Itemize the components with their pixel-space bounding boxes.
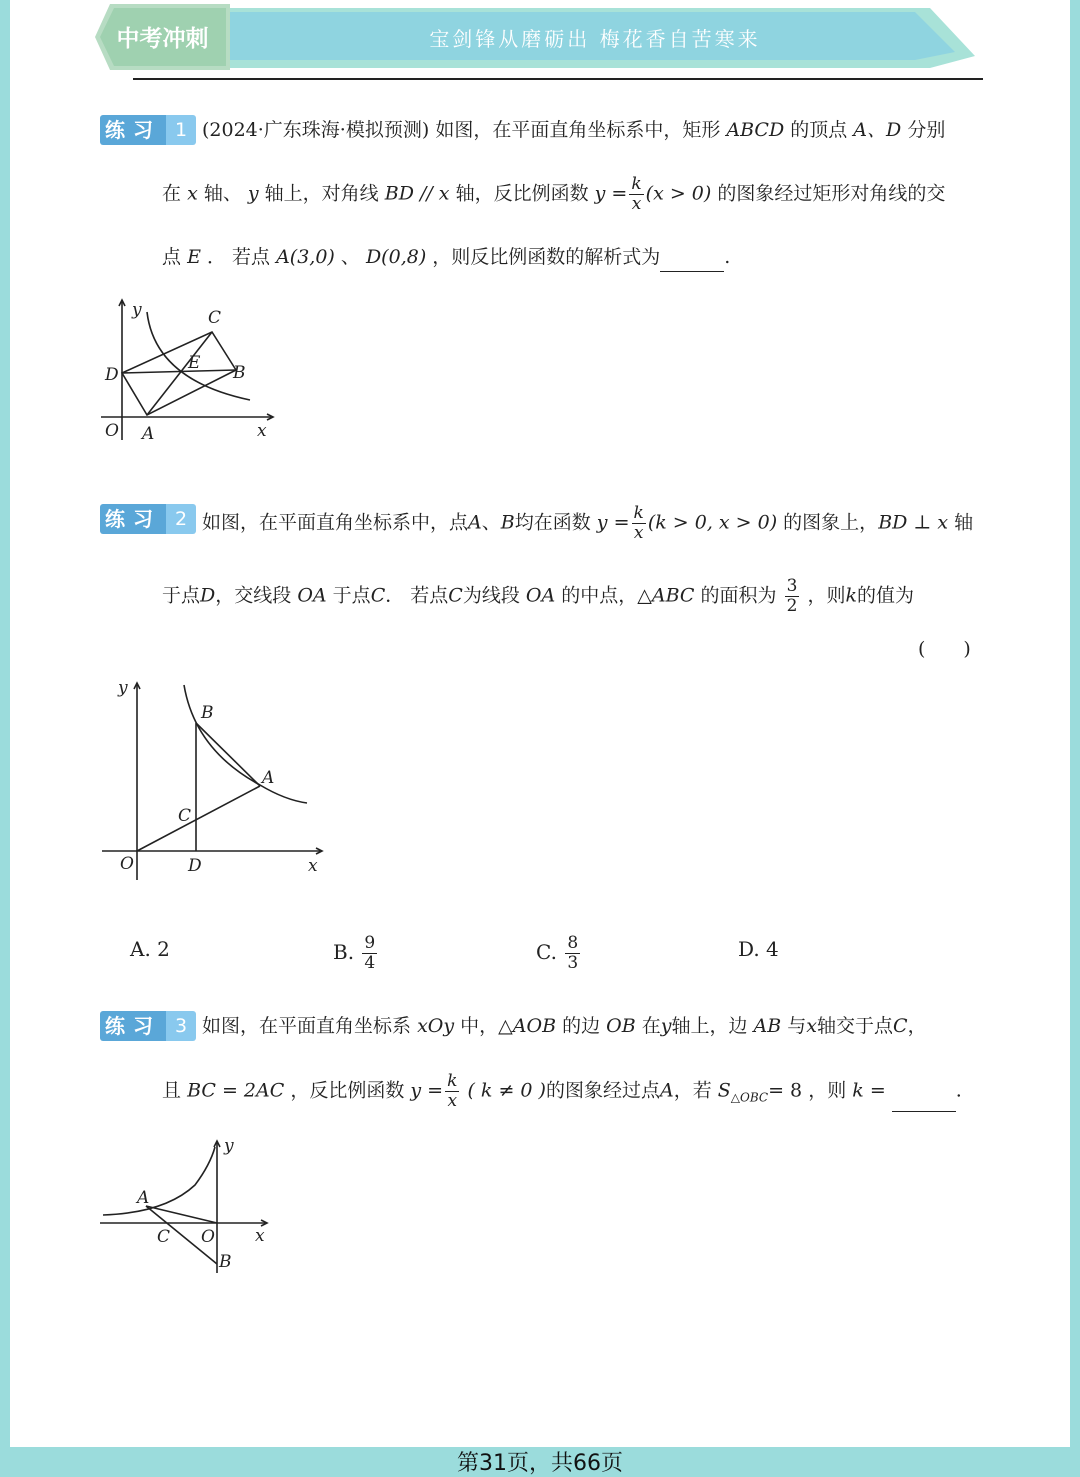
- answer-blank[interactable]: [892, 1091, 956, 1112]
- exercise-1-figure: [95, 290, 285, 450]
- math-point-d: D(0,8): [365, 246, 427, 268]
- exercise-3-text: 中，: [460, 1015, 499, 1037]
- label-a: A: [262, 768, 275, 788]
- choice-value: 2: [157, 937, 170, 961]
- choice-b[interactable]: [333, 934, 379, 973]
- math-point-a: A(3,0): [276, 246, 335, 268]
- choice-letter: C.: [536, 940, 557, 964]
- label-o: O: [120, 854, 134, 874]
- math-b: B: [500, 511, 515, 534]
- exercise-1-line-1: [202, 115, 945, 145]
- math-bd-perp: BD ⊥ x: [878, 511, 949, 534]
- exercise-1-text: 、: [340, 246, 360, 268]
- fraction-numerator: 9: [364, 933, 376, 953]
- exercise-1-text: 的顶点: [790, 119, 848, 141]
- math-a: A: [468, 511, 482, 534]
- math-d: D: [200, 584, 216, 607]
- math-ab: AB: [753, 1015, 782, 1037]
- math-c: C: [448, 584, 463, 607]
- exercise-3-line-2: [162, 1072, 962, 1112]
- label-b: B: [219, 1252, 232, 1272]
- exercise-2-text: 的图象上，: [783, 511, 879, 534]
- exercise-2-text: 、: [481, 511, 501, 534]
- exercise-3-text: 的图象经过点: [545, 1079, 660, 1102]
- exercise-1-line-3: [162, 242, 730, 272]
- math-condition: (x > 0): [645, 182, 712, 205]
- math-c: C: [893, 1015, 908, 1037]
- math-area-s: S: [717, 1079, 731, 1102]
- label-y: y: [118, 678, 128, 698]
- fraction-denominator: x: [631, 194, 642, 214]
- header-rule: [133, 78, 983, 80]
- exercise-1-source: (2024·广东珠海·模拟预测): [202, 119, 430, 141]
- math-area-eq: = 8: [768, 1079, 803, 1102]
- exercise-2-text: 均在函数: [514, 511, 591, 534]
- fraction-denominator: 2: [786, 596, 798, 616]
- exercise-1-text: ． 若点: [206, 246, 271, 268]
- choice-c[interactable]: [536, 934, 582, 973]
- label-a: A: [142, 424, 155, 444]
- math-xoy: xOy: [417, 1015, 455, 1037]
- exercise-1-text: 分别: [907, 119, 946, 141]
- label-d: D: [188, 856, 202, 876]
- fraction-numerator: 8: [567, 933, 579, 953]
- exercise-3-text: ，若: [673, 1079, 712, 1102]
- fraction-numerator: k: [447, 1071, 458, 1091]
- exercise-number: 3: [166, 1011, 196, 1041]
- header-motto: 宝剑锋从磨砺出 梅花香自苦寒来: [429, 27, 761, 51]
- page-number: 第31页，共66页: [457, 1451, 623, 1476]
- fraction-numerator: k: [633, 503, 644, 523]
- fraction-denominator: x: [633, 523, 644, 543]
- exercise-2-text: 轴: [954, 511, 974, 534]
- math-bc-eq: BC = 2AC: [187, 1079, 285, 1102]
- math-oa: OA: [525, 584, 556, 607]
- segment-oa: [137, 786, 260, 851]
- exercise-1-text: 轴上，对角线: [264, 182, 379, 205]
- exercise-1-text: 的图象经过矩形对角线的交: [717, 182, 946, 205]
- math-fraction: [632, 504, 646, 543]
- choice-letter: B.: [333, 940, 355, 964]
- label-c: C: [178, 806, 192, 826]
- math-k: k: [845, 584, 857, 607]
- label-x: x: [257, 421, 267, 441]
- fraction-denominator: 4: [364, 953, 376, 973]
- exercise-2-line-2: [162, 577, 914, 616]
- exercise-1-text: 在: [162, 182, 182, 205]
- label-o: O: [201, 1227, 215, 1247]
- exercise-3-text: 且: [162, 1079, 182, 1102]
- math-func-lhs: y =: [596, 511, 630, 534]
- label-y: y: [224, 1136, 234, 1156]
- math-a: A: [659, 1079, 674, 1102]
- math-y: y: [247, 182, 259, 205]
- fraction-numerator: 3: [786, 576, 798, 596]
- choice-d[interactable]: [738, 934, 779, 964]
- exercise-1-text: 轴、: [203, 182, 242, 205]
- exercise-2-text: ． 若点: [385, 584, 449, 607]
- exercise-3-text: ，: [907, 1015, 927, 1037]
- exercise-2-text: ，交线段: [215, 584, 292, 607]
- math-triangle-aob: △AOB: [498, 1015, 557, 1037]
- math-oa: OA: [297, 584, 327, 607]
- math-fraction: [629, 175, 643, 214]
- exercise-2-text: ，则: [807, 584, 846, 607]
- label-b: B: [233, 363, 246, 383]
- math-fraction: [565, 934, 580, 973]
- exercise-2-text: 的面积为: [700, 584, 777, 607]
- exercise-2-text: 的中点，: [561, 584, 638, 607]
- header-left-label: 中考冲刺: [116, 26, 209, 52]
- fraction-denominator: 3: [567, 953, 579, 973]
- exercise-3-line-1: [202, 1011, 927, 1041]
- math-e: E: [187, 246, 201, 268]
- choice-letter: A.: [130, 937, 151, 961]
- label-e: E: [188, 353, 201, 373]
- choice-value: 4: [766, 937, 779, 961]
- label-b: B: [201, 703, 214, 723]
- math-func-lhs: y =: [594, 182, 628, 205]
- exercise-tag-label: 练习: [100, 504, 166, 534]
- exercise-tag-label: 练习: [100, 115, 166, 145]
- exercise-3-text: .: [955, 1079, 962, 1102]
- exercise-3-text: 的边: [562, 1015, 601, 1037]
- exercise-2-figure: [100, 675, 330, 885]
- exercise-2-text: 于点: [162, 584, 201, 607]
- math-condition: ( k ≠ 0 ): [467, 1079, 546, 1102]
- exercise-3-text: ，则: [808, 1079, 847, 1102]
- math-fraction: [362, 934, 377, 973]
- answer-blank[interactable]: [660, 251, 724, 272]
- exercise-number: 2: [166, 504, 196, 534]
- fraction-denominator: x: [447, 1091, 458, 1111]
- exercise-1-text: .: [724, 246, 731, 268]
- choice-a[interactable]: [130, 934, 170, 964]
- exercise-3-text: 如图，在平面直角坐标系: [202, 1015, 412, 1037]
- math-c: C: [370, 584, 386, 607]
- exercise-1-text: 轴，反比例函数: [455, 182, 589, 205]
- fraction-numerator: k: [631, 174, 642, 194]
- exercise-1-text: 点: [162, 246, 182, 268]
- exercise-3-figure: [95, 1135, 280, 1275]
- exercise-3-text: 在: [641, 1015, 661, 1037]
- segment-ba: [196, 723, 260, 786]
- label-a: A: [137, 1188, 150, 1208]
- math-area-subscript: △OBC: [730, 1090, 769, 1105]
- math-x: x: [806, 1015, 818, 1037]
- math-fraction: [785, 577, 800, 616]
- choice-letter: D.: [738, 937, 760, 961]
- label-c: C: [157, 1227, 171, 1247]
- label-y: y: [132, 300, 142, 320]
- label-c: C: [208, 308, 222, 328]
- math-ob: OB: [606, 1015, 636, 1037]
- exercise-3-text: 与: [787, 1015, 807, 1037]
- math-condition: (k > 0, x > 0): [647, 511, 778, 534]
- label-x: x: [308, 856, 318, 876]
- exercise-3-text: 轴交于点: [817, 1015, 894, 1037]
- math-abcd: ABCD: [726, 119, 785, 141]
- label-o: O: [105, 421, 119, 441]
- math-x: x: [187, 182, 198, 205]
- label-d: D: [105, 365, 119, 385]
- math-ad: A、D: [853, 119, 902, 141]
- exercise-3-text: ，反比例函数: [290, 1079, 405, 1102]
- exercise-2-text: 于点: [332, 584, 371, 607]
- exercise-2-text: 为线段: [462, 584, 520, 607]
- math-triangle-abc: △ABC: [637, 584, 695, 607]
- exercise-1-text: ，则反比例函数的解析式为: [432, 246, 661, 268]
- exercise-1-text: 如图，在平面直角坐标系中，矩形: [435, 119, 721, 141]
- exercise-2-text: 的值为: [856, 584, 914, 607]
- exercise-2-text: 如图，在平面直角坐标系中，点: [202, 511, 469, 534]
- exercise-3-text: 轴上，边: [671, 1015, 748, 1037]
- answer-paren[interactable]: ( ): [918, 638, 971, 660]
- math-k: k =: [852, 1079, 886, 1102]
- math-fraction: [445, 1072, 459, 1111]
- exercise-1-line-2: [162, 175, 945, 214]
- math-y: y: [660, 1015, 672, 1037]
- math-func-lhs: y =: [410, 1079, 444, 1102]
- math-bd-parallel: BD // x: [384, 182, 450, 205]
- hyperbola-curve: [103, 1147, 215, 1215]
- exercise-2-line-1: [202, 504, 973, 543]
- exercise-tag-label: 练习: [100, 1011, 166, 1041]
- exercise-number: 1: [166, 115, 196, 145]
- label-x: x: [255, 1226, 265, 1246]
